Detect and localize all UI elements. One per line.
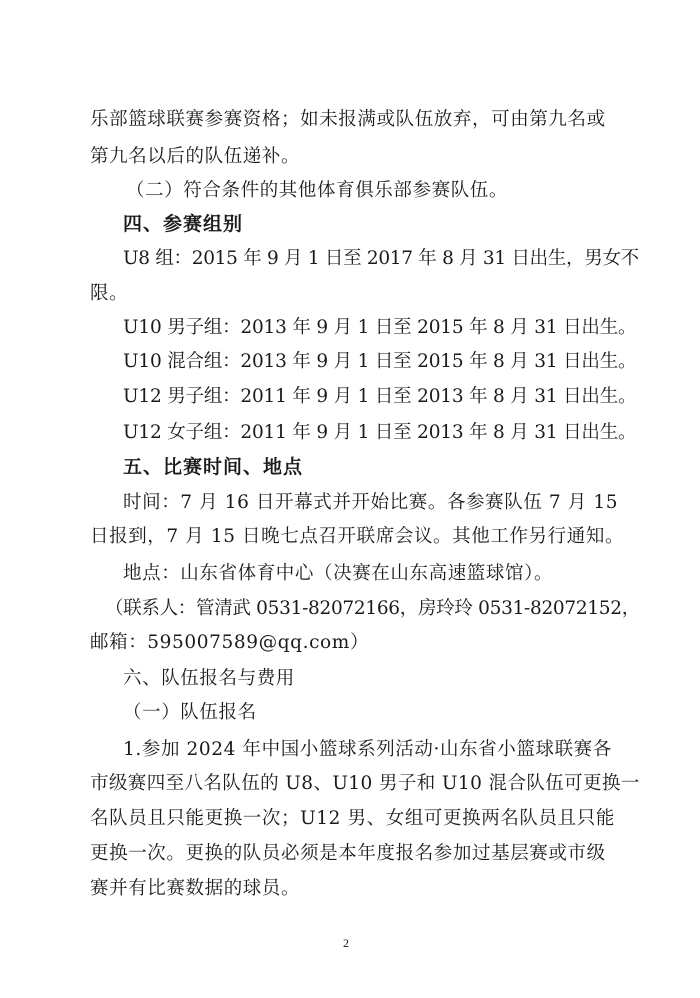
text-line: U8 组：2015 年 9 月 1 日至 2017 年 8 月 31 日出生，男女不 (123, 248, 639, 269)
text-line: 日报到，7 月 15 日晚七点召开联席会议。其他工作另行通知。 (90, 526, 625, 547)
text-line: 名队员且只能更换一次；U12 男、女组可更换两名队员且只能 (90, 808, 615, 829)
text-line: 第九名以后的队伍递补。 (90, 146, 301, 167)
text-line: 时间：7 月 16 日开幕式并开始比赛。各参赛队伍 7 月 15 (123, 492, 619, 513)
section-heading: 四、参赛组别 (123, 213, 244, 235)
text-line: U10 混合组：2013 年 9 月 1 日至 2015 年 8 月 31 日出生。 (123, 351, 637, 372)
text-line: U10 男子组：2013 年 9 月 1 日至 2015 年 8 月 31 日出生。 (123, 317, 637, 338)
text-line: （联系人：管清武 0531-82072166，房玲玲 0531-82072152， (105, 598, 640, 619)
text-line: 1.参加 2024 年中国小篮球系列活动·山东省小篮球联赛各 (123, 739, 612, 760)
text-line: （一）队伍报名 (123, 702, 257, 723)
text-line: 乐部篮球联赛参赛资格；如未报满或队伍放弃，可由第九名或 (90, 109, 606, 130)
text-line: U12 女子组：2011 年 9 月 1 日至 2013 年 8 月 31 日出生。 (123, 422, 637, 443)
text-line: 赛并有比赛数据的球员。 (90, 878, 301, 899)
text-line: 六、队伍报名与费用 (123, 668, 295, 689)
page-number: 2 (343, 936, 349, 950)
section-heading: 五、比赛时间、地点 (123, 456, 304, 478)
text-line: 邮箱：595007589@qq.com） (90, 632, 370, 653)
text-line: 地点：山东省体育中心（决赛在山东高速篮球馆）。 (123, 563, 554, 584)
text-line: 限。 (90, 283, 129, 304)
text-line: （二）符合条件的其他体育俱乐部参赛队伍。 (126, 180, 509, 201)
text-line: U12 男子组：2011 年 9 月 1 日至 2013 年 8 月 31 日出生。 (123, 386, 637, 407)
text-line: 市级赛四至八名队伍的 U8、U10 男子和 U10 混合队伍可更换一 (90, 773, 640, 794)
text-line: 更换一次。更换的队员必须是本年度报名参加过基层赛或市级 (90, 843, 606, 864)
